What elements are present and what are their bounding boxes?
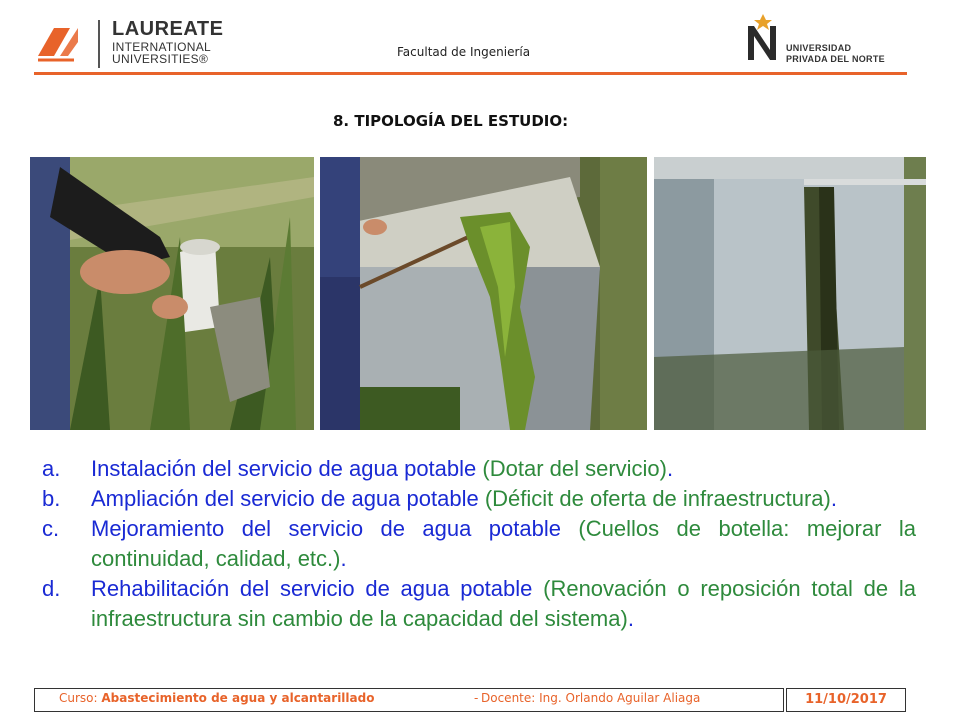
footer-teacher-name: Ing. Orlando Aguilar Aliaga	[539, 691, 701, 705]
section-title: 8. TIPOLOGÍA DEL ESTUDIO:	[333, 112, 569, 130]
item-text: Mejoramiento del servicio de agua potable	[91, 516, 561, 541]
faculty-name: Facultad de Ingeniería	[397, 45, 531, 59]
list-marker: b.	[42, 486, 61, 511]
list-marker: d.	[42, 576, 61, 601]
item-paren: (Cuellos de botella: mejorar la continuidad, calidad, etc.)	[91, 516, 916, 571]
list-item	[42, 454, 916, 484]
list-marker: a.	[42, 456, 61, 481]
footer-date: 11/10/2017	[805, 692, 887, 707]
footer-date-box	[786, 688, 906, 712]
item-paren: (Dotar del servicio)	[482, 456, 667, 481]
footer-bar	[34, 688, 784, 712]
upn-name-line-1: UNIVERSIDAD	[786, 43, 852, 53]
item-paren: (Déficit de oferta de infraestructura)	[484, 486, 831, 511]
item-end: .	[667, 456, 674, 481]
study-type-list	[42, 454, 916, 634]
photo-stained-tank	[654, 157, 926, 430]
photo-algae-tank	[320, 157, 647, 430]
footer-separator: -	[474, 691, 479, 705]
upn-name-line-2: PRIVADA DEL NORTE	[786, 54, 885, 64]
item-end: .	[627, 606, 634, 631]
item-text: Rehabilitación del servicio de agua potable	[91, 576, 533, 601]
footer-course	[59, 691, 374, 705]
logo-divider	[98, 20, 100, 68]
list-item	[42, 514, 916, 574]
footer-teacher	[481, 691, 700, 705]
laureate-sub-line-2: UNIVERSITIES®	[112, 52, 209, 66]
item-end: .	[830, 486, 837, 511]
header-rule	[34, 72, 907, 75]
upn-logo-icon	[744, 14, 782, 64]
list-marker: c.	[42, 516, 60, 541]
list-item	[42, 574, 916, 634]
list-item	[42, 484, 916, 514]
footer-course-name: Abastecimiento de agua y alcantarillado	[101, 691, 375, 705]
item-text: Instalación del servicio de agua potable	[91, 456, 477, 481]
laureate-name: LAUREATE	[112, 18, 224, 40]
upn-name	[786, 43, 885, 65]
footer-course-label: Curso:	[59, 691, 98, 705]
laureate-subtitle	[112, 41, 211, 65]
item-paren: (Renovación o reposición total de la infraestructura sin cambio de la capacidad del sistema)	[91, 576, 916, 631]
item-end: .	[340, 546, 347, 571]
laureate-sub-line-1: INTERNATIONAL	[112, 40, 212, 54]
photo-water-sampling	[30, 157, 314, 430]
footer-teacher-label: Docente:	[481, 691, 536, 705]
slide-header	[0, 0, 960, 80]
laureate-logo-icon	[34, 22, 82, 64]
item-text: Ampliación del servicio de agua potable	[91, 486, 479, 511]
